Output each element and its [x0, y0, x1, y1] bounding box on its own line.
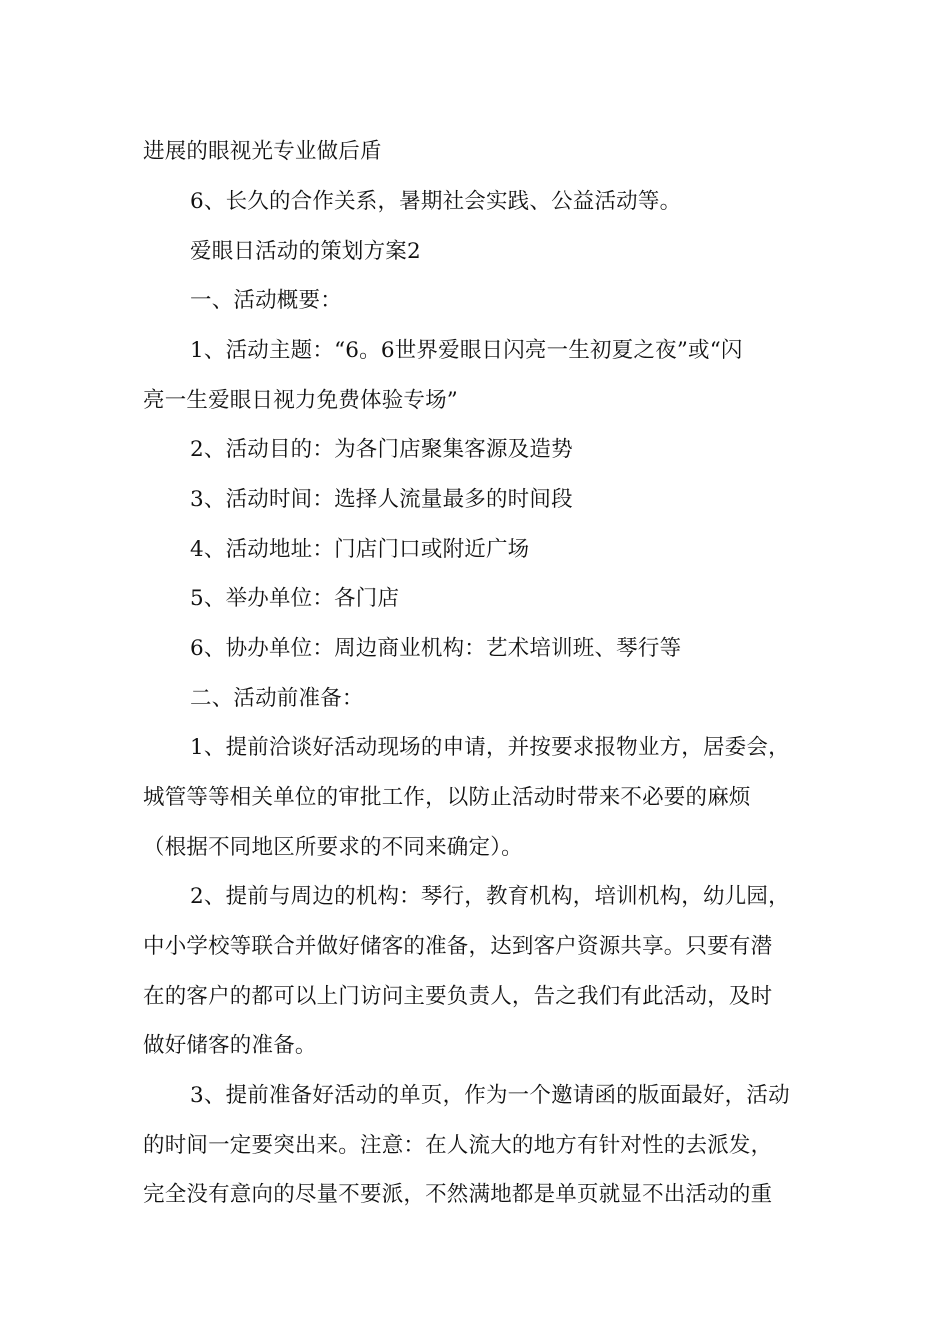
- paragraph-line: 2、提前与周边的机构：琴行，教育机构，培训机构，幼儿园，: [190, 884, 790, 909]
- paragraph-line: 进展的眼视光专业做后盾: [143, 139, 382, 164]
- paragraph-line: 亮一生爱眼日视力免费体验专场”: [143, 388, 458, 413]
- section-heading: 一、活动概要：: [190, 288, 342, 313]
- paragraph-line: 4、活动地址：门店门口或附近广场: [190, 537, 530, 562]
- paragraph-line: （根据不同地区所要求的不同来确定）。: [143, 835, 523, 860]
- paragraph-line: 3、提前准备好活动的单页，作为一个邀请函的版面最好，活动: [190, 1083, 790, 1108]
- section-title: 爱眼日活动的策划方案2: [190, 239, 421, 264]
- paragraph-line: 2、活动目的：为各门店聚集客源及造势: [190, 437, 573, 462]
- paragraph-line: 中小学校等联合并做好储客的准备，达到客户资源共享。只要有潜: [143, 934, 773, 959]
- paragraph-line: 6、长久的合作关系，暑期社会实践、公益活动等。: [190, 189, 682, 214]
- paragraph-line: 的时间一定要突出来。注意：在人流大的地方有针对性的去派发，: [143, 1133, 773, 1158]
- paragraph-line: 在的客户的都可以上门访问主要负责人，告之我们有此活动，及时: [143, 984, 773, 1009]
- paragraph-line: 1、活动主题：“6。6世界爱眼日闪亮一生初夏之夜”或“闪: [190, 338, 743, 363]
- paragraph-line: 1、提前洽谈好活动现场的申请，并按要求报物业方，居委会，: [190, 735, 790, 760]
- section-heading: 二、活动前准备：: [190, 686, 364, 711]
- paragraph-line: 3、活动时间：选择人流量最多的时间段: [190, 487, 573, 512]
- paragraph-line: 完全没有意向的尽量不要派，不然满地都是单页就显不出活动的重: [143, 1182, 773, 1207]
- paragraph-line: 城管等等相关单位的审批工作，以防止活动时带来不必要的麻烦: [143, 785, 751, 810]
- paragraph-line: 5、举办单位：各门店: [190, 586, 400, 611]
- paragraph-line: 6、协办单位：周边商业机构：艺术培训班、琴行等: [190, 636, 682, 661]
- paragraph-line: 做好储客的准备。: [143, 1033, 317, 1058]
